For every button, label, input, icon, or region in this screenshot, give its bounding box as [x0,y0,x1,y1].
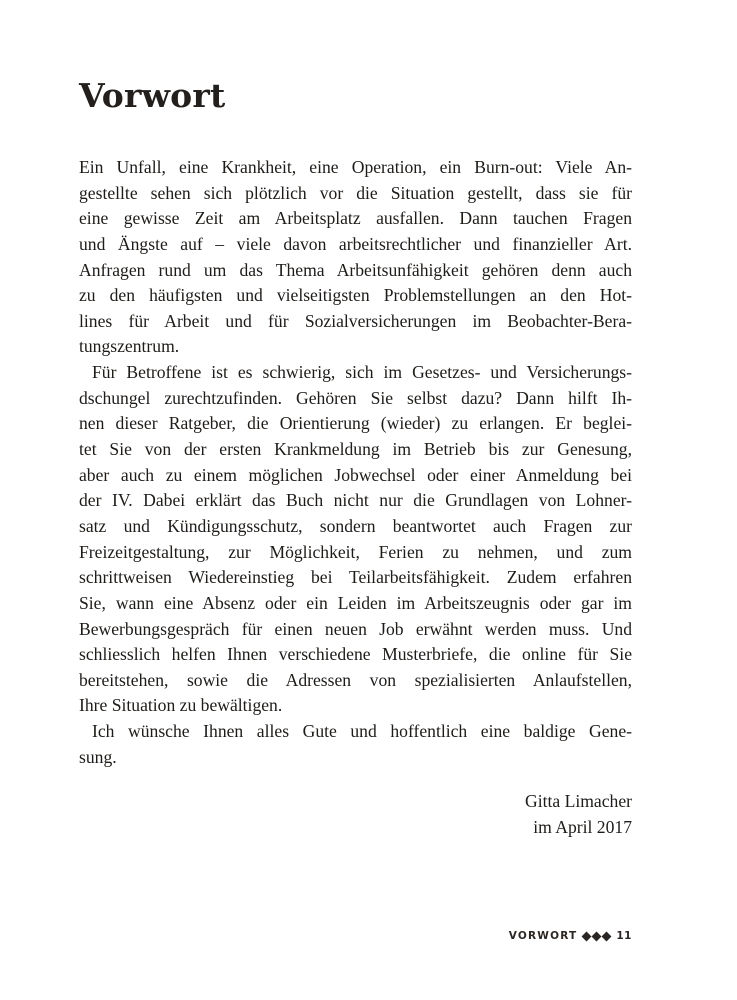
text-line: schrittweisen Wiedereinstieg bei Teilarbeitsfähigkeit. Zudem erfahren [79,567,632,588]
paragraph-3 [79,719,632,770]
text-line: Bewerbungsgespräch für einen neuen Job erwähnt werden muss. Und [79,618,632,639]
text-line: Sie, wann eine Absenz oder ein Leiden im Arbeitszeugnis oder gar im [79,592,632,613]
text-line: schliesslich helfen Ihnen verschiedene Musterbriefe, die online für Sie [79,644,632,665]
signature-date: im April 2017 [533,817,632,837]
text-line: sung. [79,746,117,767]
text-line: tet Sie von der ersten Krankmeldung im Betrieb bis zur Genesung, [79,439,632,460]
text-line: bereitstehen, sowie die Adressen von spezialisierten Anlaufstellen, [79,669,632,690]
text-line: Freizeitgestaltung, zur Möglichkeit, Ferien zu nehmen, und zum [79,541,632,562]
text-line: aber auch zu einem möglichen Jobwechsel oder einer Anmeldung bei [79,464,632,485]
text-line: dschungel zurechtzufinden. Gehören Sie selbst dazu? Dann hilft Ih- [79,387,632,408]
text-line: tungszentrum. [79,336,180,357]
diamond-ornament [583,933,610,940]
body-text [79,155,632,770]
text-line: Anfragen rund um das Thema Arbeitsunfähigkeit gehören denn auch [79,259,632,280]
paragraph-2 [79,360,632,719]
text-line: lines für Arbeit und für Sozialversicherungen im Beobachter-Bera- [79,310,632,331]
text-line: satz und Kündigungsschutz, sondern beantwortet auch Fragen zur [79,515,632,536]
running-footer [509,928,632,944]
page-title: Vorwort [79,76,226,115]
signature [380,788,632,840]
text-line: gestellte sehen sich plötzlich vor die Situation gestellt, dass sie für [79,182,632,203]
text-line: und Ängste auf – viele davon arbeitsrechtlicher und finanzieller Art. [79,233,632,254]
footer-section-label: VORWORT [508,930,578,942]
text-line: nen dieser Ratgeber, die Orientierung (wieder) zu erlangen. Er beglei- [79,413,632,434]
text-line: Ihre Situation zu bewältigen. [79,695,283,716]
paragraph-1 [79,155,632,360]
text-line: zu den häufigsten und vielseitigsten Problemstellungen an den Hot- [79,285,632,306]
text-line: Ich wünsche Ihnen alles Gute und hoffentlich eine baldige Gene- [92,721,632,742]
text-line: Für Betroffene ist es schwierig, sich im Gesetzes- und Versicherungs- [92,362,632,383]
author-name: Gitta Limacher [525,791,632,811]
page-number: 11 [616,930,632,942]
text-line: der IV. Dabei erklärt das Buch nicht nur die Grundlagen von Lohner- [79,490,632,511]
text-line: Ein Unfall, eine Krankheit, eine Operation, ein Burn-out: Viele An- [79,157,632,177]
diamond-icon [602,931,612,941]
text-line: eine gewisse Zeit am Arbeitsplatz ausfallen. Dann tauchen Fragen [79,208,632,229]
